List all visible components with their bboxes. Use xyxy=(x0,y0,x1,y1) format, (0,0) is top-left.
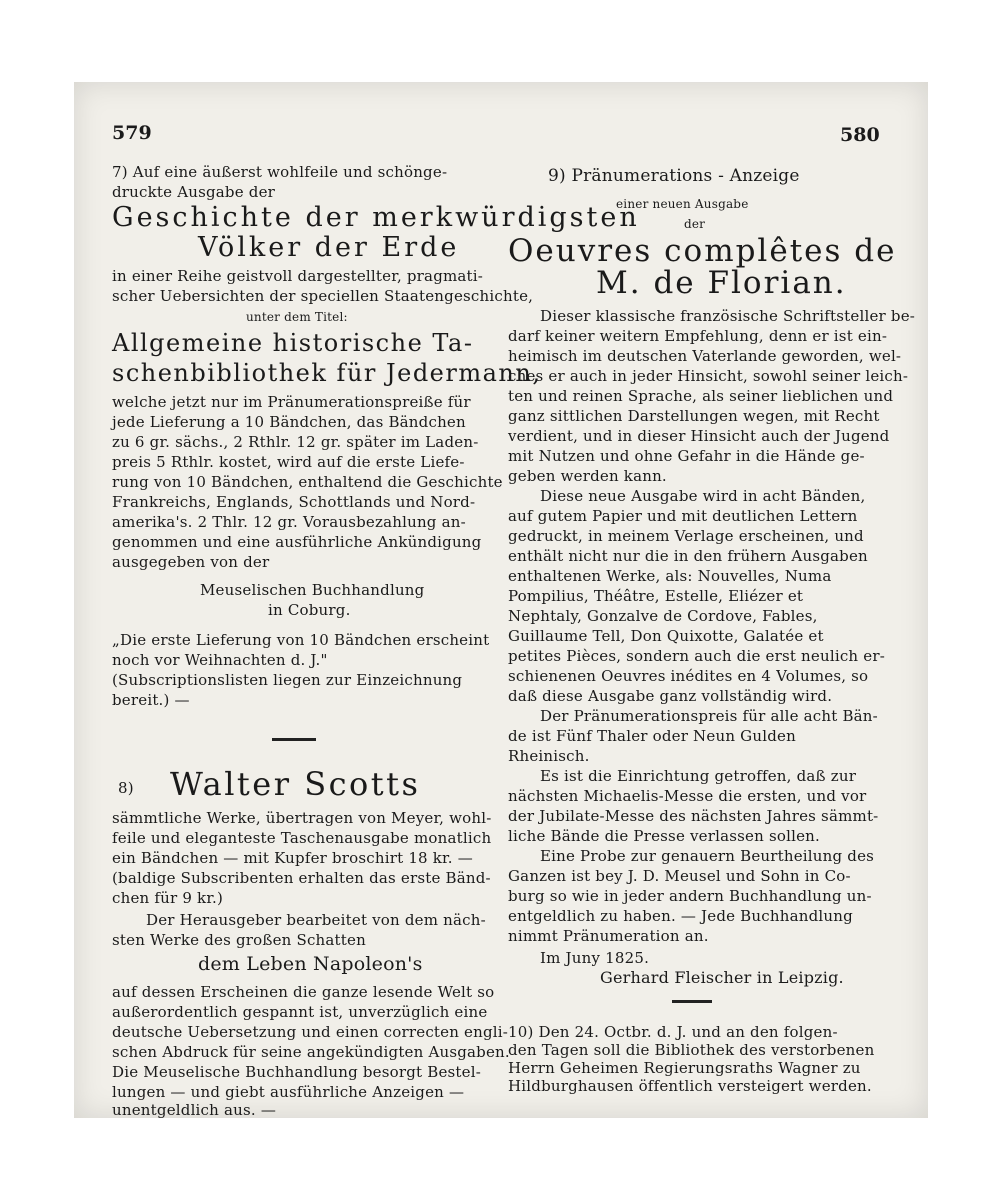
sec8-body-a-3: ein Bändchen — mit Kupfer broschirt 18 kr. — xyxy=(112,849,473,867)
sec9-body-e-4: entgeldlich zu haben. — Jede Buchhandlung xyxy=(508,907,853,925)
sec8-body-c-5: Die Meuselische Buchhandlung besorgt Bestel- xyxy=(112,1063,481,1081)
sec7-unter-titel: unter dem Titel: xyxy=(246,310,348,324)
sec9-body-d-3: der Jubilate-Messe des nächsten Jahres sämmt- xyxy=(508,807,879,825)
sec7-body-a-1: in einer Reihe geistvoll dargestellter, pragmati- xyxy=(112,267,484,285)
sec8-body-c-6: lungen — und giebt ausführliche Anzeigen — xyxy=(112,1083,465,1101)
sec9-body-b-10: schienenen Oeuvres inédites en 4 Volumes, so xyxy=(508,667,869,685)
sec7-body-b-4: preis 5 Rthlr. kostet, wird auf die erste Liefe- xyxy=(112,453,465,471)
sec9-body-a-2: darf keiner weitern Empfehlung, denn er ist ein- xyxy=(508,327,888,345)
sec9-body-b-5: enthaltenen Werke, als: Nouvelles, Numa xyxy=(508,567,832,585)
sec9-date: Im Juny 1825. xyxy=(540,949,650,967)
sec7-note-2: noch vor Weihnachten d. J." xyxy=(112,651,328,669)
sec7-body-b-7: amerika's. 2 Thlr. 12 gr. Vorausbezahlung an- xyxy=(112,513,466,531)
sec9-body-b-8: Guillaume Tell, Don Quixotte, Galatée et xyxy=(508,627,824,645)
sec7-body-b-5: rung von 10 Bändchen, enthaltend die Geschichte xyxy=(112,473,503,491)
page-number-left: 579 xyxy=(112,122,152,144)
sec8-subtitle: dem Leben Napoleon's xyxy=(198,953,423,975)
sec9-body-a-6: ganz sittlichen Darstellungen wegen, mit Recht xyxy=(508,407,880,425)
section-divider-left xyxy=(272,738,316,741)
sec9-body-a-4: ches er auch in jeder Hinsicht, sowohl seiner leich- xyxy=(508,367,909,385)
sec10-body-3: Herrn Geheimen Regierungsraths Wagner zu xyxy=(508,1059,861,1077)
sec9-body-b-6: Pompilius, Théâtre, Estelle, Eliézer et xyxy=(508,587,804,605)
sec9-body-e-2: Ganzen ist bey J. D. Meusel und Sohn in Co- xyxy=(508,867,851,885)
sec7-body-a-2: scher Uebersichten der speciellen Staatengeschichte, xyxy=(112,287,534,305)
sec9-body-b-1: Diese neue Ausgabe wird in acht Bänden, xyxy=(540,487,866,505)
sec7-note-3: (Subscriptionslisten liegen zur Einzeichnung xyxy=(112,671,463,689)
sec9-body-b-11: daß diese Ausgabe ganz vollständig wird. xyxy=(508,687,833,705)
sec9-body-d-4: liche Bände die Presse verlassen sollen. xyxy=(508,827,820,845)
sec10-body-1: 10) Den 24. Octbr. d. J. und an den folgen- xyxy=(508,1023,838,1041)
sec9-body-b-9: petites Pièces, sondern auch die erst neulich er- xyxy=(508,647,885,665)
sec9-body-a-8: mit Nutzen und ohne Gefahr in die Hände ge- xyxy=(508,447,865,465)
sec7-note-1: „Die erste Lieferung von 10 Bändchen erscheint xyxy=(112,631,490,649)
sec7-signature-2: in Coburg. xyxy=(268,601,351,619)
sec7-body-b-2: jede Lieferung a 10 Bändchen, das Bändchen xyxy=(112,413,466,431)
sec9-body-c-1: Der Pränumerationspreis für alle acht Bän- xyxy=(540,707,878,725)
sec9-body-a-3: heimisch im deutschen Vaterlande geworden, wel- xyxy=(508,347,902,365)
sec9-heading: 9) Pränumerations - Anzeige xyxy=(548,166,800,186)
sec7-signature-1: Meuselischen Buchhandlung xyxy=(200,581,425,599)
sec7-title-2: Völker der Erde xyxy=(198,232,460,263)
sec9-body-b-2: auf gutem Papier und mit deutlichen Lettern xyxy=(508,507,858,525)
sec8-body-b-2: sten Werke des großen Schatten xyxy=(112,931,366,949)
sec8-body-c-7: unentgeldlich aus. — xyxy=(112,1101,277,1119)
sec9-title-1: Oeuvres complêtes de xyxy=(508,233,897,269)
sec9-body-c-2: de ist Fünf Thaler oder Neun Gulden xyxy=(508,727,796,745)
sec7-note-4: bereit.) — xyxy=(112,691,190,709)
sec10-body-2: den Tagen soll die Bibliothek des verstorbenen xyxy=(508,1041,875,1059)
sec9-body-e-1: Eine Probe zur genauern Beurtheilung des xyxy=(540,847,875,865)
sec8-body-a-5: chen für 9 kr.) xyxy=(112,889,224,907)
sec10-body-4: Hildburghausen öffentlich versteigert werden. xyxy=(508,1077,872,1095)
sec7-title-3: Allgemeine historische Ta- xyxy=(112,329,474,357)
sec9-body-c-3: Rheinisch. xyxy=(508,747,590,765)
sec7-title-4: schenbibliothek für Jedermann, xyxy=(112,359,542,387)
sec9-body-a-1: Dieser klassische französische Schriftsteller be- xyxy=(540,307,916,325)
sec9-title-2: M. de Florian. xyxy=(596,265,847,301)
sec8-body-a-2: feile und eleganteste Taschenausgabe monatlich xyxy=(112,829,492,847)
sec7-title-1: Geschichte der merkwürdigsten xyxy=(112,202,640,233)
sec7-body-b-8: genommen und eine ausführliche Ankündigung xyxy=(112,533,482,551)
sec7-body-b-1: welche jetzt nur im Pränumerationspreiße für xyxy=(112,393,471,411)
sec9-body-a-9: geben werden kann. xyxy=(508,467,667,485)
sec9-sub-1: einer neuen Ausgabe xyxy=(616,197,749,211)
sec8-number: 8) xyxy=(118,779,134,797)
page-number-right: 580 xyxy=(840,124,880,146)
sec7-body-b-9: ausgegeben von der xyxy=(112,553,270,571)
sec7-intro-line-2: druckte Ausgabe der xyxy=(112,183,276,201)
sec8-body-b-1: Der Herausgeber bearbeitet von dem näch- xyxy=(146,911,486,929)
sec8-body-a-1: sämmtliche Werke, übertragen von Meyer, wohl- xyxy=(112,809,492,827)
sec9-body-d-1: Es ist die Einrichtung getroffen, daß zur xyxy=(540,767,857,785)
sec8-body-a-4: (baldige Subscribenten erhalten das erste Bänd- xyxy=(112,869,491,887)
sec9-body-b-4: enthält nicht nur die in den frühern Ausgaben xyxy=(508,547,868,565)
section-divider-right xyxy=(672,1000,712,1003)
sec9-sub-2: der xyxy=(684,217,706,231)
sec7-body-b-6: Frankreichs, Englands, Schottlands und Nord- xyxy=(112,493,476,511)
sec8-body-c-2: außerordentlich gespannt ist, unverzüglich eine xyxy=(112,1003,488,1021)
sec8-body-c-3: deutsche Uebersetzung und einen correcten engli- xyxy=(112,1023,509,1041)
sec9-body-a-5: ten und reinen Sprache, als seiner lieblichen und xyxy=(508,387,894,405)
sec9-body-b-7: Nephtaly, Gonzalve de Cordove, Fables, xyxy=(508,607,818,625)
sec8-title: Walter Scotts xyxy=(170,765,421,803)
sec9-body-d-2: nächsten Michaelis-Messe die ersten, und vor xyxy=(508,787,867,805)
sec9-body-e-5: nimmt Pränumeration an. xyxy=(508,927,709,945)
sec8-body-c-1: auf dessen Erscheinen die ganze lesende Welt so xyxy=(112,983,495,1001)
sec7-body-b-3: zu 6 gr. sächs., 2 Rthlr. 12 gr. später im Laden- xyxy=(112,433,479,451)
sec9-body-e-3: burg so wie in jeder andern Buchhandlung un- xyxy=(508,887,872,905)
sec7-intro-line-1: 7) Auf eine äußerst wohlfeile und schönge- xyxy=(112,163,448,181)
sec8-body-c-4: schen Abdruck für seine angekündigten Ausgaben. xyxy=(112,1043,510,1061)
sec9-signature: Gerhard Fleischer in Leipzig. xyxy=(600,968,844,987)
sec9-body-a-7: verdient, und in dieser Hinsicht auch der Jugend xyxy=(508,427,890,445)
sec9-body-b-3: gedruckt, in meinem Verlage erscheinen, und xyxy=(508,527,864,545)
